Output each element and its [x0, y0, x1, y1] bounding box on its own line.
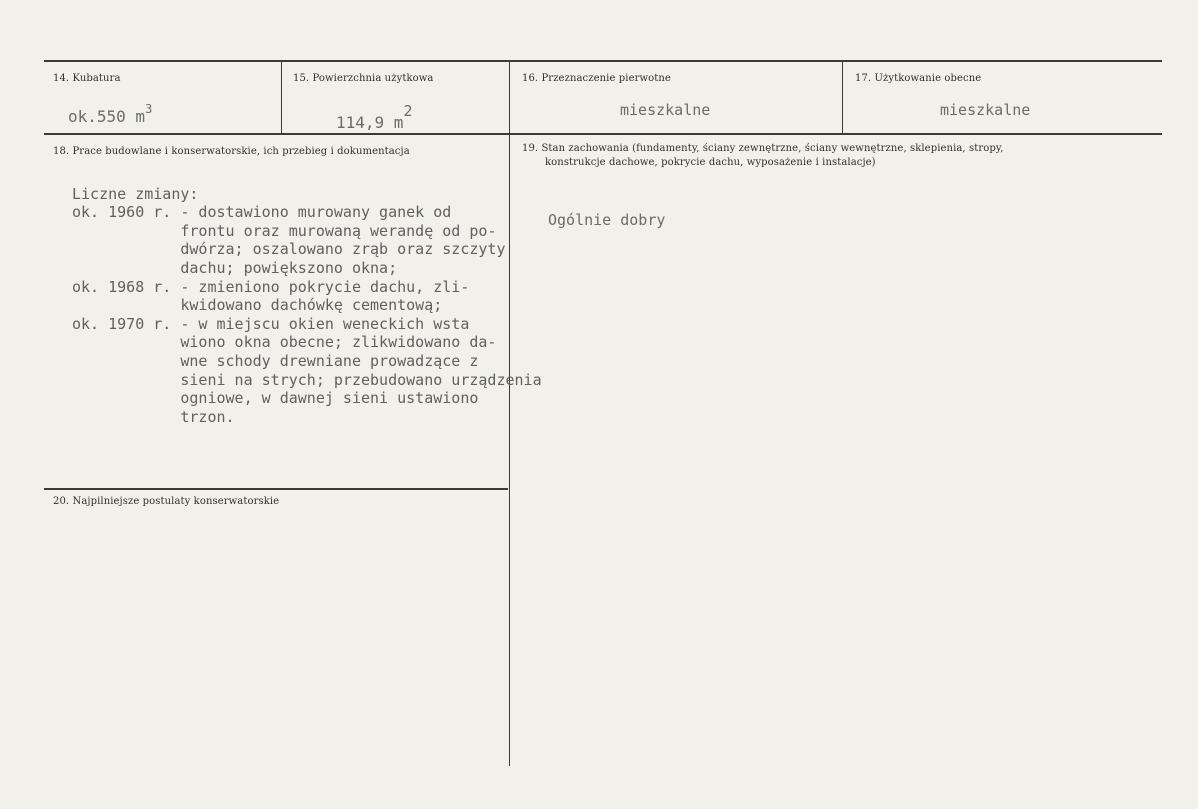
- field-16-label: 16. Przeznaczenie pierwotne: [522, 73, 671, 84]
- divider-14-15: [281, 62, 282, 133]
- field-18-line: wne schody drewniane prowadzące z: [72, 351, 479, 370]
- field-14-label: 14. Kubatura: [53, 73, 121, 84]
- field-18-line: trzon.: [72, 407, 235, 426]
- field-16-value: mieszkalne: [620, 101, 711, 119]
- field-18-line: sieni na strych; przebudowano urządzenia: [72, 370, 542, 389]
- field-14-value-text: ok.550 m: [68, 107, 146, 126]
- field-15-label: 15. Powierzchnia użytkowa: [293, 73, 434, 84]
- field-18-line: frontu oraz murowaną werandę od po-: [72, 221, 497, 240]
- field-14-value: [68, 102, 152, 126]
- field-19-label-line1: 19. Stan zachowania (fundamenty, ściany zewnętrzne, ściany wewnętrzne, sklepienia, stropy,: [522, 143, 1004, 154]
- field-18-text: [72, 166, 542, 426]
- field-14-unit-exponent: 3: [145, 102, 153, 116]
- field-17-value: mieszkalne: [940, 101, 1031, 119]
- field-19-label-line2: konstrukcje dachowe, pokrycie dachu, wyposażenie i instalacje): [545, 157, 876, 168]
- field-15-unit-exponent: 2: [403, 102, 413, 120]
- field-18-line: dachu; powiększono okna;: [72, 258, 398, 277]
- field-18-label: 18. Prace budowlane i konserwatorskie, ich przebieg i dokumentacja: [53, 146, 410, 157]
- field-18-line: kwidowano dachówkę cementową;: [72, 296, 443, 315]
- field-18-line: wiono okna obecne; zlikwidowano da-: [72, 333, 497, 352]
- field-18-line: ok. 1968 r. - zmieniono pokrycie dachu, zli-: [72, 277, 470, 296]
- top-rule: [44, 60, 1162, 62]
- field-18-line: ogniowe, w dawnej sieni ustawiono: [72, 389, 479, 408]
- divider-16-17: [842, 62, 843, 133]
- field-15-value: [336, 102, 412, 132]
- middle-rule: [44, 133, 1162, 135]
- field-17-label: 17. Użytkowanie obecne: [855, 73, 982, 84]
- field-18-line: ok. 1960 r. - dostawiono murowany ganek od: [72, 203, 452, 222]
- field-20-label: 20. Najpilniejsze postulaty konserwatorskie: [53, 496, 280, 507]
- field-18-line: Liczne zmiany:: [72, 184, 199, 203]
- field-18-line: dwórza; oszalowano zrąb oraz szczyty: [72, 240, 506, 259]
- field-15-value-text: 114,9 m: [336, 113, 404, 132]
- field-19-value: Ogólnie dobry: [548, 211, 666, 229]
- section20-rule: [44, 488, 508, 490]
- field-18-line: ok. 1970 r. - w miejscu okien weneckich wsta: [72, 314, 470, 333]
